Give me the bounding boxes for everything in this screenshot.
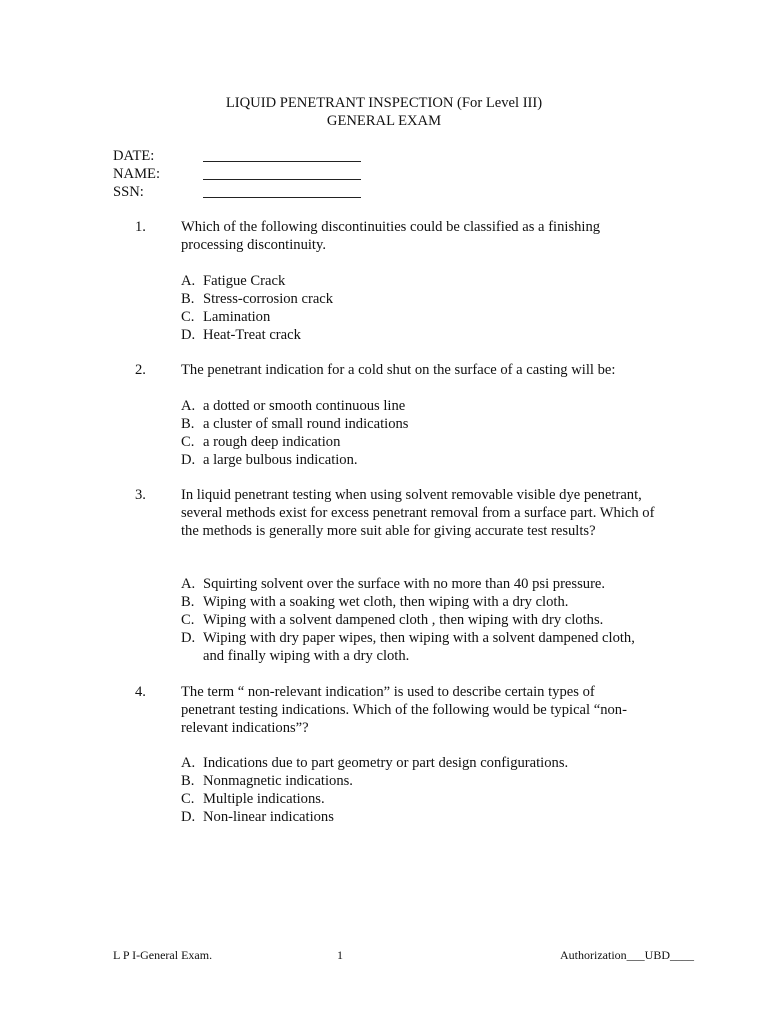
option-letter: A. <box>181 273 196 289</box>
option-text: Wiping with dry paper wipes, then wiping with a solvent dampened cloth, and finally wiping with a dry cloth. <box>203 630 635 664</box>
option-letter: C. <box>181 791 195 807</box>
option-text: Nonmagnetic indications. <box>203 773 353 789</box>
option-letter: D. <box>181 809 196 825</box>
option-letter: A. <box>181 576 196 592</box>
option-d <box>181 808 671 826</box>
option-b <box>181 772 671 790</box>
option-d <box>181 326 671 344</box>
option-c <box>181 308 671 326</box>
option-b <box>181 290 671 308</box>
option-text: Multiple indications. <box>203 791 325 807</box>
option-letter: A. <box>181 755 196 771</box>
option-text: Fatigue Crack <box>203 273 286 289</box>
question-text: The term “ non-relevant indication” is used to describe certain types of penetrant testing indications. Which of the following would be typical “non-relevant indications”? <box>181 684 627 736</box>
option-text: a large bulbous indication. <box>203 452 358 468</box>
option-b <box>181 415 671 433</box>
option-b <box>181 593 671 611</box>
date-blank-line <box>203 161 361 162</box>
option-text: Wiping with a solvent dampened cloth , then wiping with dry cloths. <box>203 612 604 628</box>
option-letter: A. <box>181 398 196 414</box>
option-text: Wiping with a soaking wet cloth, then wiping with a dry cloth. <box>203 594 569 610</box>
option-c <box>181 433 671 451</box>
option-letter: C. <box>181 434 195 450</box>
question-number: 2. <box>135 362 146 378</box>
option-letter: B. <box>181 291 195 307</box>
question-number: 1. <box>135 219 146 235</box>
option-d <box>181 451 671 469</box>
option-a <box>181 397 671 415</box>
option-a <box>181 575 671 593</box>
option-letter: B. <box>181 416 195 432</box>
question-text: In liquid penetrant testing when using solvent removable visible dye penetrant, several methods exist for excess penetrant removal from a surface part. Which of the methods is generally more suit able for giving accurate test results? <box>181 487 655 539</box>
option-a <box>181 754 671 772</box>
option-a <box>181 272 671 290</box>
option-letter: D. <box>181 452 196 468</box>
question-text: Which of the following discontinuities could be classified as a finishing processing discontinuity. <box>181 219 601 253</box>
ssn-blank-line <box>203 197 361 198</box>
name-label: NAME: <box>113 166 161 182</box>
option-letter: D. <box>181 327 196 343</box>
option-text: a dotted or smooth continuous line <box>203 398 406 414</box>
name-blank-line <box>203 179 361 180</box>
question-number: 3. <box>135 487 146 503</box>
option-letter: D. <box>181 630 196 646</box>
question-text: The penetrant indication for a cold shut on the surface of a casting will be: <box>181 362 616 378</box>
date-label: DATE: <box>113 148 155 164</box>
option-text: Heat-Treat crack <box>203 327 301 343</box>
answer-options <box>181 272 671 344</box>
option-c <box>181 790 671 808</box>
option-letter: B. <box>181 773 195 789</box>
option-text: Stress-corrosion crack <box>203 291 334 307</box>
exam-title: LIQUID PENETRANT INSPECTION (For Level III) <box>225 95 543 111</box>
footer-document-name: L P I-General Exam. <box>113 948 213 962</box>
option-text: Indications due to part geometry or part design configurations. <box>203 755 569 771</box>
answer-options <box>181 397 671 469</box>
option-letter: C. <box>181 309 195 325</box>
option-text: Squirting solvent over the surface with no more than 40 psi pressure. <box>203 576 606 592</box>
option-text: a rough deep indication <box>203 434 341 450</box>
footer-authorization: Authorization___UBD____ <box>560 948 694 962</box>
option-letter: B. <box>181 594 195 610</box>
option-text: Non-linear indications <box>203 809 334 825</box>
option-d <box>181 629 671 665</box>
option-c <box>181 611 671 629</box>
answer-options <box>181 754 671 826</box>
footer-page-number: 1 <box>337 948 343 962</box>
option-letter: C. <box>181 612 195 628</box>
answer-options <box>181 575 671 665</box>
option-text: a cluster of small round indications <box>203 416 409 432</box>
exam-subtitle: GENERAL EXAM <box>326 113 442 129</box>
ssn-label: SSN: <box>113 184 144 200</box>
option-text: Lamination <box>203 309 271 325</box>
question-number: 4. <box>135 684 146 700</box>
